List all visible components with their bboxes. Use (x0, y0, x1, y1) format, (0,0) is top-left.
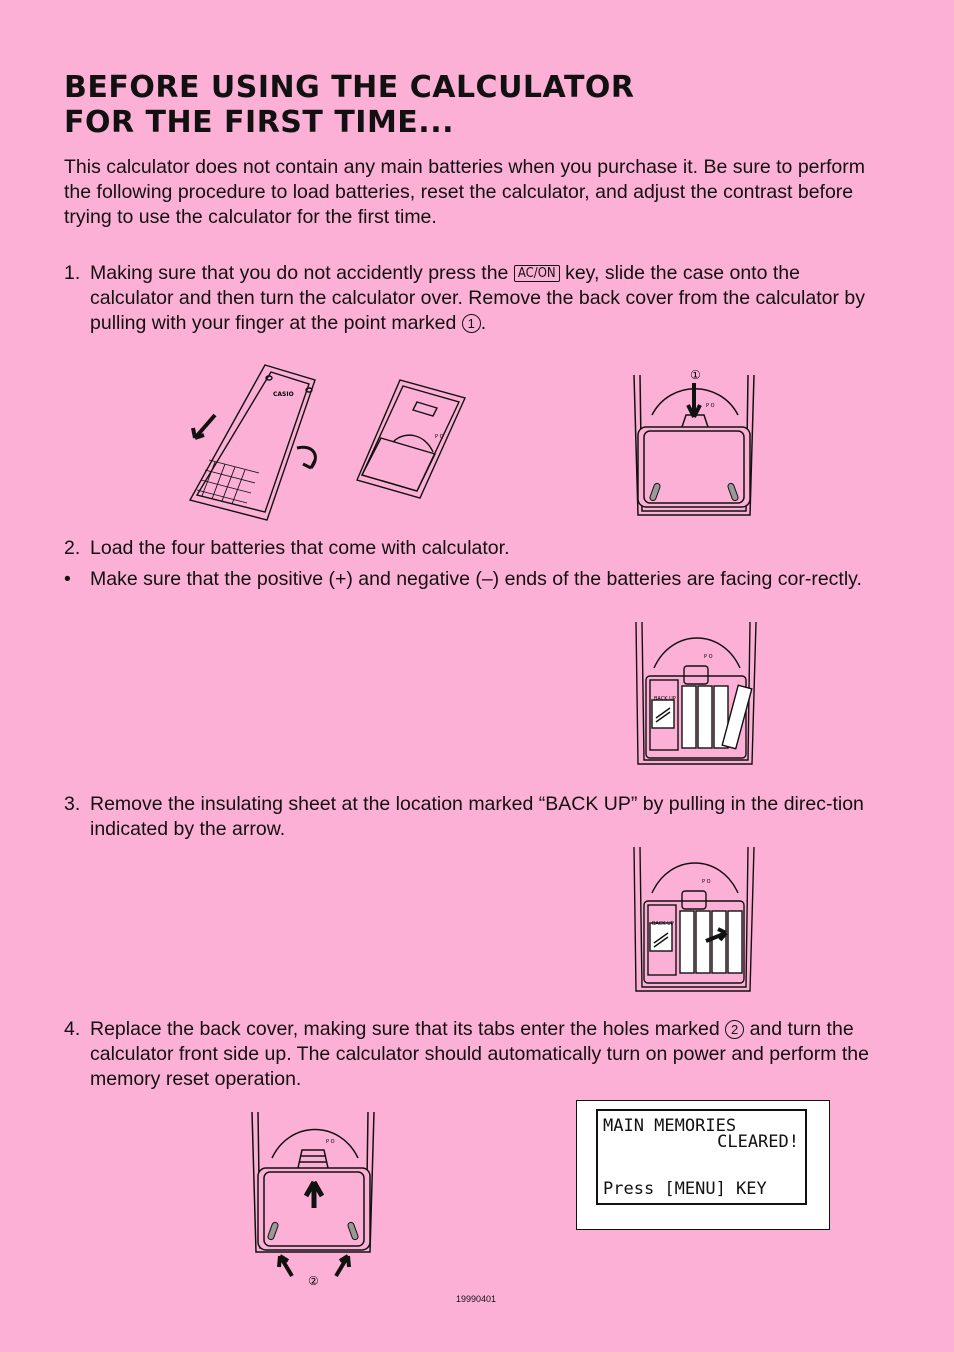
step-1: 1. Making sure that you do not accidently press the AC/ON key, slide the case onto the calculator and then turn the calculator over. Remove the back cover from the calculator by pulling with your finger at the point marked 1 . (64, 262, 865, 334)
calculator-display (576, 1100, 830, 1230)
svg-text:P O: P O (706, 403, 715, 409)
svg-text:P O: P O (704, 654, 713, 660)
bullet-icon: • (64, 568, 71, 590)
document-code: 19990401 (456, 1294, 497, 1304)
display-screen (596, 1109, 807, 1205)
step-3: 3. Remove the insulating sheet at the location marked “BACK UP” by pulling in the direc-tion indicated by the arrow. (64, 793, 864, 840)
remove-back-cover-illustration (630, 365, 760, 520)
ac-on-key-icon: AC/ON (514, 265, 560, 282)
step-2: 2. Load the four batteries that come with calculator. (64, 537, 510, 559)
step-4: 4. Replace the back cover, making sure that its tabs enter the holes marked 2 and turn the calculator front side up. The calculator should automatically turn on power and perform the memory reset operation. (64, 1018, 869, 1090)
svg-text:P O: P O (702, 879, 711, 885)
marker-2-icon: 2 (725, 1020, 744, 1039)
marker-2-label: ② (308, 1274, 319, 1288)
marker-1-label: ① (690, 368, 701, 382)
load-batteries-illustration (632, 618, 762, 768)
svg-text:P O: P O (435, 434, 444, 440)
step-number: 4. (64, 1018, 81, 1040)
display-line-1: MAIN MEMORIES (603, 1116, 737, 1136)
title-line-2: FOR THE FIRST TIME... (64, 105, 454, 140)
svg-text:P O: P O (326, 1139, 335, 1145)
display-line-2: CLEARED! (717, 1132, 799, 1152)
step-number: 1. (64, 262, 81, 284)
page-title (64, 70, 635, 140)
casio-logo: CASIO (273, 391, 294, 398)
step-2-bullet: • Make sure that the positive (+) and negative (–) ends of the batteries are facing cor-rectly. (64, 568, 862, 590)
title-line-1: BEFORE USING THE CALCULATOR (64, 70, 635, 105)
calculator-slide-case-illustration (185, 360, 475, 525)
intro-paragraph: This calculator does not contain any main batteries when you purchase it. Be sure to perform the following procedure to load batteries, reset the calculator, and adjust the contrast before trying to use the calculator for the first time. (64, 156, 866, 228)
step-number: 3. (64, 793, 81, 815)
marker-1-icon: 1 (462, 314, 481, 333)
step-number: 2. (64, 537, 81, 559)
replace-back-cover-illustration (248, 1110, 383, 1290)
svg-text:BACK UP: BACK UP (654, 696, 676, 702)
remove-insulating-sheet-illustration (630, 845, 760, 995)
svg-text:BACK UP: BACK UP (652, 921, 674, 927)
display-line-3: Press [MENU] KEY (603, 1179, 767, 1199)
